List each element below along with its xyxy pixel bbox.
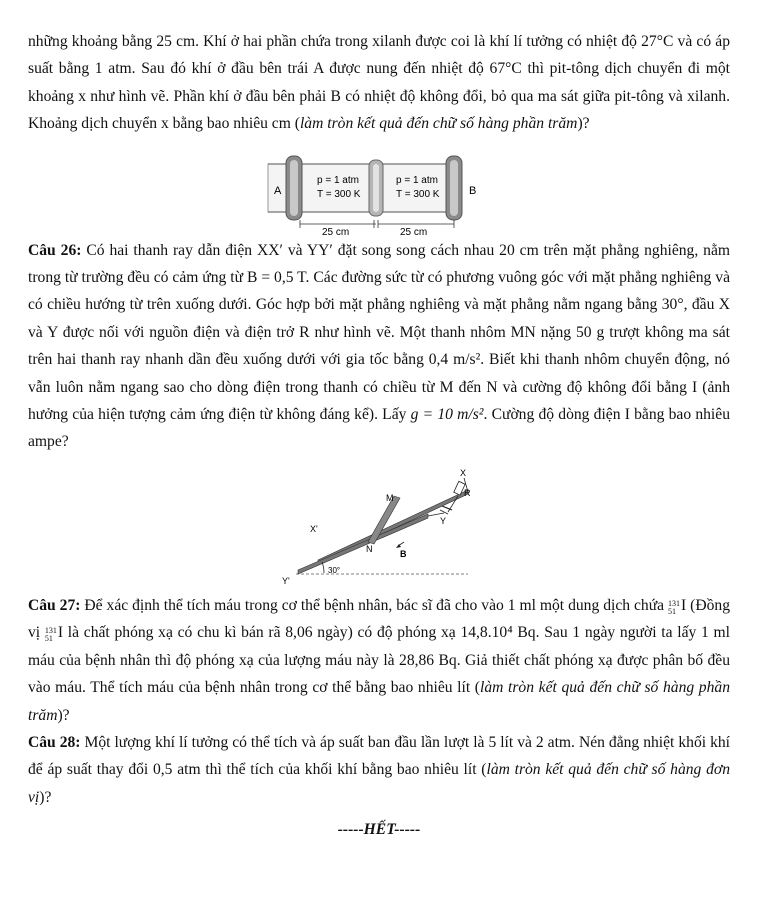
temperature-value: 27°C (641, 33, 674, 50)
left-temperature: T = 300 K (317, 188, 361, 200)
question-28 (28, 729, 730, 811)
label-n: N (366, 543, 373, 554)
intro-text: và có áp suất bằng 1 atm. Sau đó khí ở đầu bên trái A được nung đến nhiệt độ (28, 33, 730, 78)
gravity-value: g = 10 m/s² (410, 406, 484, 424)
label-x-prime: X' (310, 523, 318, 534)
rounding-note: làm tròn kết quả đến chữ số hàng đơn vị (28, 761, 730, 806)
question-text: . Cường độ dòng điện I bằng bao nhiêu ampe? (28, 406, 730, 451)
rail-diagram (28, 456, 730, 590)
dimension-left-label: 25 cm (322, 226, 350, 235)
left-pressure: p = 1 atm (317, 174, 359, 186)
rail-yy (298, 514, 428, 574)
isotope-notation (45, 627, 57, 643)
question-label: Câu 28: (28, 733, 81, 751)
question-text: )? (39, 788, 52, 806)
question-text: là chất phóng xạ có chu kì bán rã 8,06 ngày) có độ phóng xạ (63, 624, 461, 642)
intro-text: )? (577, 115, 590, 133)
question-text: Để xác định thể tích máu trong cơ thể bệnh nhân, bác sĩ đã cho vào 1 ml một dung dịch chứa (80, 596, 669, 614)
label-angle: 30° (328, 565, 341, 575)
angle-value: 30° (661, 296, 684, 314)
isotope-mass: 131 (44, 626, 57, 636)
activity-value: 14,8.10⁴ Bq (460, 624, 536, 642)
cylinder-diagram (28, 142, 730, 235)
question-text: thì thể tích của khối khí bằng bao nhiêu lít ( (200, 761, 487, 779)
question-text: . Giả thiết chất phóng xạ được phân bố đều vào máu. Thể tích máu của bệnh nhân trong cơ thể bằng bao nhiêu lít ( (28, 651, 730, 697)
left-end-cap-inner (290, 160, 298, 216)
isotope-number: 51 (668, 606, 677, 616)
end-mark: -----HẾT----- (337, 821, 421, 839)
label-y: Y (440, 515, 447, 526)
magnetic-field-value: B = 0,5 T (246, 269, 306, 287)
intro-text: thì pit-tông dịch chuyển đi một khoảng x như hình vẽ. Phần khí ở đầu bên phải B có nhiệt độ không đổi, bỏ qua ma sát giữa pit-tông và xilanh. Khoảng dịch chuyển x bằng bao nhiêu cm ( (28, 60, 730, 133)
label-a: A (274, 184, 282, 197)
right-temperature: T = 300 K (396, 188, 440, 200)
activity-value: 28,86 Bq (399, 651, 457, 669)
label-x: X (460, 467, 467, 478)
acceleration-value: 0,4 m/s² (428, 351, 481, 369)
label-y-prime: Y' (282, 575, 290, 586)
temperature-value: 67°C (489, 60, 522, 78)
question-text: Một lượng khí lí tưởng có thể tích và áp suất ban đầu lần lượt là 5 lít và 2 atm. Nén đẳng nhiệt khối khí để áp suất thay đổi (28, 733, 730, 779)
document-page (28, 28, 730, 839)
isotope-mass: 131 (668, 598, 681, 608)
piston-inner (373, 164, 379, 212)
isotope-symbol: I (57, 624, 64, 642)
intro-paragraph (28, 28, 730, 138)
cylinder-figure (28, 142, 730, 235)
question-26 (28, 237, 730, 456)
label-r: R (464, 487, 471, 498)
intro-text: những khoảng bằng 25 cm. Khí ở hai phần chứa trong xilanh được coi là khí lí tưởng có nhiệt độ (28, 33, 642, 50)
question-text: . Sau 1 ngày người ta lấy 1 ml máu của bệnh nhân thì độ phóng xạ của lượng máu này là (28, 624, 730, 669)
angle-arc (322, 562, 324, 573)
label-b: B (469, 184, 477, 197)
rounding-note: làm tròn kết quả đến chữ số hàng phần trăm (28, 679, 730, 724)
question-text: , đầu X và Y được nối với nguồn điện và điện trở R như hình vẽ. Một thanh nhôm MN nặng 50 g trượt không ma sát trên hai thanh ray nhanh dần đều xuống dưới với gia tốc bằng (28, 296, 730, 369)
isotope-number: 51 (44, 634, 53, 644)
question-text: . Các đường sức từ có phương vuông góc với mặt phẳng nghiêng và có chiều hướng từ trên xuống dưới. Góc hợp bởi mặt phẳng nghiêng và mặt phẳng nằm ngang bằng (28, 269, 730, 314)
question-label: Câu 26: (28, 241, 82, 259)
right-pressure: p = 1 atm (396, 174, 438, 186)
dimension-right-label: 25 cm (400, 226, 428, 235)
pressure-change-value: 0,5 atm (152, 761, 201, 779)
question-text: )? (57, 706, 70, 724)
question-text: (Đồng vị (28, 596, 731, 642)
right-end-cap-inner (450, 160, 458, 216)
question-27 (28, 592, 730, 729)
label-b: B (400, 548, 407, 559)
rail-figure (28, 456, 730, 590)
question-label: Câu 27: (28, 596, 81, 614)
isotope-notation (668, 600, 680, 616)
isotope-symbol: I (681, 596, 687, 614)
question-text: Có hai thanh ray dẫn điện XX′ và YY′ đặt song song cách nhau 20 cm trên mặt phẳng nghiêng, nằm trong từ trường đều có cảm ứng từ (28, 241, 730, 287)
question-text: . Biết khi thanh nhôm chuyển động, nó vẫn luôn nằm ngang sao cho dòng điện trong thanh có chiều từ M đến N và cường độ không đổi bằng I (ảnh hưởng của hiện tượng cảm ứng điện từ không đáng kể). Lấy (28, 351, 730, 424)
label-m: M (386, 492, 394, 503)
rounding-note: làm tròn kết quả đến chữ số hàng phần trăm (299, 115, 578, 133)
